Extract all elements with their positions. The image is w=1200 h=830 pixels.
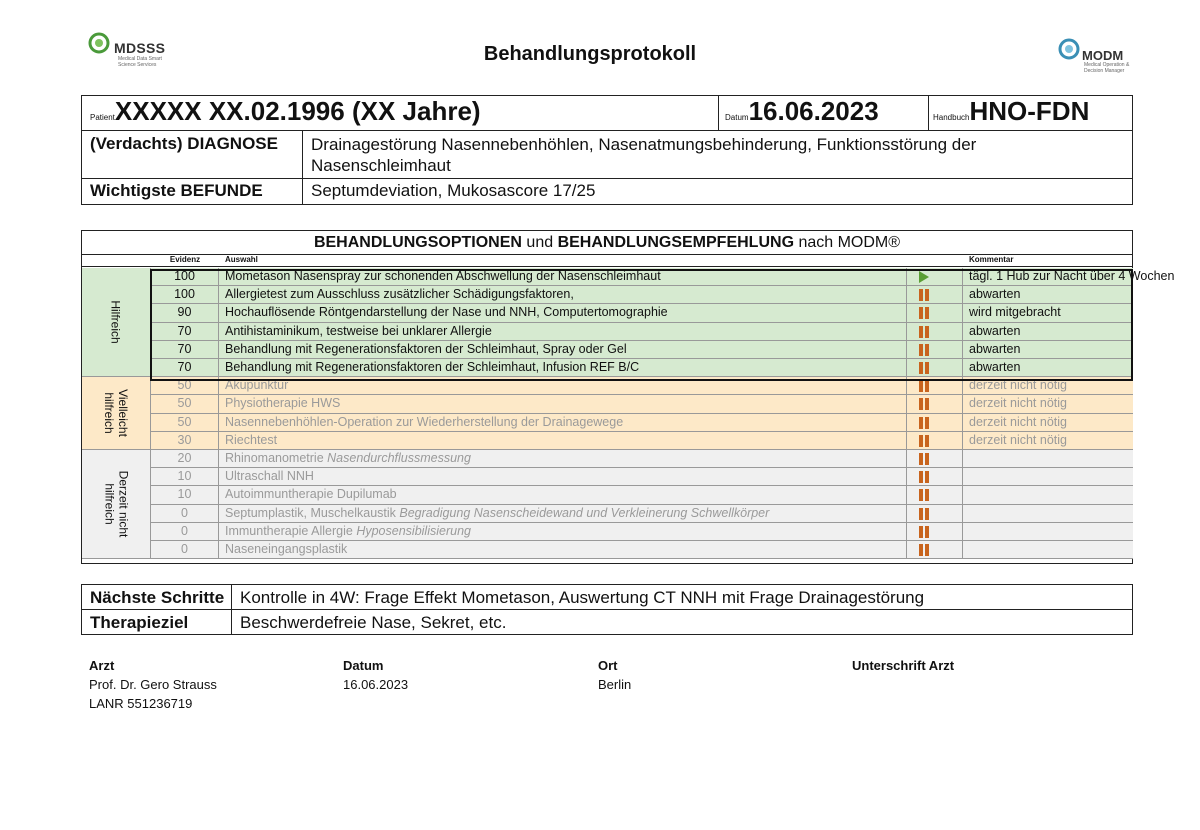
footer-place-value: Berlin [598, 677, 632, 692]
option-evidence: 0 [151, 505, 219, 522]
option-selection-text: Immuntherapie Allergie [225, 523, 357, 538]
footer-date-label: Datum [343, 658, 384, 673]
option-row[interactable] [151, 450, 1133, 468]
footer-doctor-label: Arzt [89, 658, 115, 673]
footer-doctor [89, 656, 217, 713]
option-status-cell [907, 541, 963, 558]
therapy-goal-label: Therapieziel [82, 610, 232, 635]
option-comment: abwarten [969, 360, 1021, 374]
option-row[interactable] [151, 359, 1133, 377]
option-status-cell [907, 432, 963, 449]
option-comment: derzeit nicht nötig [969, 414, 1067, 429]
option-selection-detail: Begradigung Nasenscheidewand und Verkleinerung Schwellkörper [399, 505, 770, 520]
option-selection-text: Ultraschall NNH [225, 469, 314, 484]
pause-icon [919, 508, 930, 520]
diagnosis-value-line2: Nasenschleimhaut [311, 156, 451, 175]
header-comment: Kommentar [969, 255, 1014, 264]
option-evidence: 50 [151, 414, 219, 431]
option-status-cell [907, 523, 963, 540]
option-selection-text: Hochauflösende Röntgendarstellung der Nase und NNH, Computertomographie [225, 305, 668, 320]
option-row[interactable] [151, 486, 1133, 504]
header-selection: Auswahl [225, 255, 258, 264]
option-selection [219, 523, 907, 540]
option-evidence: 20 [151, 450, 219, 467]
option-status-cell [907, 450, 963, 467]
patient-info-box [81, 95, 1133, 205]
option-evidence: 70 [151, 359, 219, 376]
pause-icon [919, 380, 930, 392]
option-status-cell [907, 359, 963, 376]
next-steps-label: Nächste Schritte [82, 585, 232, 609]
pause-icon [919, 307, 930, 319]
pause-icon [919, 453, 930, 465]
findings-row [82, 179, 1132, 204]
option-selection [219, 341, 907, 358]
date-label: Datum [725, 113, 749, 122]
option-selection [219, 468, 907, 485]
option-evidence: 10 [151, 468, 219, 485]
option-comment [963, 541, 1133, 558]
option-selection [219, 414, 907, 431]
pause-icon [919, 398, 930, 410]
option-evidence: 50 [151, 395, 219, 412]
option-selection-detail: Hyposensibilisierung [356, 523, 471, 538]
diagnosis-value-line1: Drainagestörung Nasennebenhöhlen, Nasenatmungsbehinderung, Funktionsstörung der [311, 135, 977, 154]
modm-logo [1058, 38, 1138, 78]
option-selection-text: Behandlung mit Regenerationsfaktoren der Schleimhaut, Infusion REF B/C [225, 360, 640, 374]
footer-signature [852, 656, 954, 675]
option-selection-text: Antihistaminikum, testweise bei unklarer Allergie [225, 323, 492, 338]
footer-doctor-name: Prof. Dr. Gero Strauss [89, 677, 217, 692]
option-selection [219, 450, 907, 467]
pause-icon [919, 526, 930, 538]
option-comment [963, 505, 1133, 522]
treatment-options-table [81, 230, 1175, 564]
option-row[interactable] [151, 432, 1133, 450]
option-row[interactable] [151, 523, 1133, 541]
option-comment [963, 486, 1133, 503]
option-row[interactable] [151, 541, 1133, 559]
option-evidence: 70 [151, 341, 219, 358]
option-row[interactable] [151, 377, 1133, 395]
option-row[interactable] [151, 468, 1133, 486]
option-comment: abwarten [969, 287, 1021, 302]
date-value: 16.06.2023 [748, 96, 879, 126]
option-selection [219, 377, 907, 394]
next-steps-value: Kontrolle in 4W: Frage Effekt Mometason, Auswertung CT NNH mit Frage Drainagestörung [240, 588, 925, 607]
option-comment [963, 450, 1133, 467]
group-label-text: Hilfreich [109, 300, 123, 344]
findings-value-cell [303, 179, 1134, 204]
footer-signature-label: Unterschrift Arzt [852, 658, 955, 673]
option-selection [219, 359, 907, 376]
option-comment: wird mitgebracht [969, 305, 1061, 320]
option-selection-detail: Nasendurchflussmessung [327, 451, 471, 465]
option-row[interactable] [151, 304, 1133, 322]
patient-cell [82, 96, 719, 130]
modm-logo-name: MODM [1082, 48, 1124, 63]
option-status-cell [907, 268, 963, 285]
pause-icon [919, 544, 930, 556]
therapy-goal-row [82, 610, 1132, 635]
footer-doctor-lanr: LANR 551236719 [89, 696, 193, 711]
option-comment: derzeit nicht nötig [969, 378, 1067, 393]
pause-icon [919, 326, 930, 338]
document-title: Behandlungsprotokoll [483, 43, 697, 65]
option-comment: derzeit nicht nötig [969, 396, 1067, 411]
option-row[interactable] [151, 341, 1133, 359]
options-title-part4: nach MODM® [794, 234, 901, 251]
pause-icon [919, 344, 930, 356]
option-row[interactable] [151, 268, 1175, 286]
option-row[interactable] [151, 395, 1133, 413]
option-selection [219, 395, 907, 412]
option-selection-text: Akupunktur [225, 378, 289, 393]
pause-icon [919, 289, 930, 301]
option-evidence: 30 [151, 432, 219, 449]
pause-icon [919, 489, 930, 501]
option-evidence: 100 [151, 268, 219, 285]
handbook-value: HNO-FDN [969, 96, 1090, 126]
therapy-goal-value: Beschwerdefreie Nase, Sekret, etc. [240, 613, 507, 632]
option-status-cell [907, 341, 963, 358]
handbook-cell [929, 96, 1134, 130]
option-selection [219, 486, 907, 503]
option-status-cell [907, 304, 963, 321]
pause-icon [919, 435, 930, 447]
option-evidence: 70 [151, 323, 219, 340]
option-selection-text: Physiotherapie HWS [225, 396, 341, 411]
findings-value: Septumdeviation, Mukosascore 17/25 [311, 181, 596, 200]
option-evidence: 0 [151, 523, 219, 540]
option-selection [219, 505, 907, 522]
findings-label-cell [82, 179, 303, 204]
option-status-cell [907, 286, 963, 303]
option-selection-text: Septumplastik, Muschelkaustik [225, 505, 400, 520]
group-label-2 [82, 377, 151, 450]
group-label-3 [82, 450, 151, 559]
option-selection-text: Autoimmuntherapie Dupilumab [225, 487, 397, 502]
option-evidence: 0 [151, 541, 219, 558]
diagnosis-row [82, 131, 1132, 179]
option-selection-text: Allergietest zum Ausschluss zusätzlicher Schädigungsfaktoren, [225, 287, 574, 302]
options-title-part2: und [521, 234, 558, 251]
options-title-part1: BEHANDLUNGSOPTIONEN [313, 234, 522, 251]
footer-place-label: Ort [598, 658, 618, 673]
modm-logo-icon [1058, 38, 1080, 60]
option-selection-text: Riechtest [225, 432, 278, 447]
option-selection-text: Mometason Nasenspray zur schonenden Abschwellung der Nasenschleimhaut [225, 269, 661, 283]
option-selection-text: Nasennebenhöhlen-Operation zur Wiederherstellung der Drainagewege [225, 414, 624, 429]
option-status-cell [907, 486, 963, 503]
date-cell [719, 96, 929, 130]
option-row[interactable] [151, 323, 1133, 341]
modm-logo-tagline: Medical Operation & Decision Manager [1084, 62, 1130, 74]
option-selection-text: Behandlung mit Regenerationsfaktoren der Schleimhaut, Spray oder Gel [225, 341, 627, 356]
option-status-cell [907, 323, 963, 340]
options-title [82, 231, 1132, 255]
option-row[interactable] [151, 414, 1133, 432]
options-header [82, 255, 1132, 267]
handbook-label: Handbuch [933, 113, 970, 122]
option-row[interactable] [151, 505, 1133, 523]
option-selection-text: Rhinomanometrie [225, 451, 328, 465]
option-selection [219, 268, 907, 285]
option-comment [963, 523, 1133, 540]
option-selection [219, 541, 907, 558]
option-status-cell [907, 395, 963, 412]
option-comment: tägl. 1 Hub zur Nacht über 4 Wochen [969, 269, 1175, 283]
option-status-cell [907, 468, 963, 485]
patient-label: Patient [90, 113, 115, 122]
option-selection [219, 286, 907, 303]
option-status-cell [907, 505, 963, 522]
group-label-text: Derzeit nicht hilfreich [101, 470, 130, 538]
patient-row [82, 96, 1132, 131]
option-comment: abwarten [969, 341, 1021, 356]
option-row[interactable] [151, 286, 1133, 304]
group-label-1 [82, 268, 151, 377]
pause-icon [919, 471, 930, 483]
next-steps-row [82, 585, 1132, 610]
option-evidence: 90 [151, 304, 219, 321]
option-evidence: 100 [151, 286, 219, 303]
mdsss-logo-name: MDSSS [114, 40, 166, 56]
option-evidence: 50 [151, 377, 219, 394]
option-comment: abwarten [969, 323, 1021, 338]
option-selection-text: Naseneingangsplastik [225, 542, 348, 556]
option-selection [219, 432, 907, 449]
footer-date [343, 656, 408, 694]
diagnosis-label-cell [82, 131, 303, 178]
option-status-cell [907, 377, 963, 394]
option-evidence: 10 [151, 486, 219, 503]
option-comment [963, 468, 1133, 485]
play-icon [919, 271, 929, 283]
option-selection [219, 304, 907, 321]
option-selection [219, 323, 907, 340]
mdsss-logo-tagline: Medical Data Smart Science Services [118, 56, 162, 68]
pause-icon [919, 417, 930, 429]
option-comment: derzeit nicht nötig [969, 432, 1067, 447]
footer-place [598, 656, 631, 694]
group-label-text: Vielleicht hilfreich [102, 389, 130, 437]
diagnosis-value-cell [303, 131, 1134, 178]
diagnosis-label: (Verdachts) DIAGNOSE [90, 134, 278, 153]
header-evidence: Evidenz [169, 255, 201, 264]
footer-date-value: 16.06.2023 [343, 677, 409, 692]
options-title-part3: BEHANDLUNGSEMPFEHLUNG [557, 234, 795, 251]
findings-label: Wichtigste BEFUNDE [90, 181, 263, 200]
pause-icon [919, 362, 930, 374]
option-status-cell [907, 414, 963, 431]
patient-value: XXXXX XX.02.1996 (XX Jahre) [114, 96, 481, 126]
next-steps-box [81, 584, 1133, 635]
